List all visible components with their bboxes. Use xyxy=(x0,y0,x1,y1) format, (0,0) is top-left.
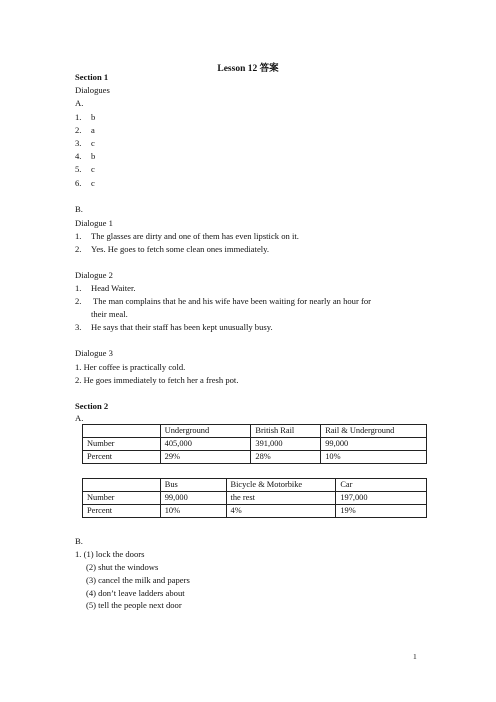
table-cell: 405,000 xyxy=(160,438,251,451)
table-cell: Number xyxy=(83,438,161,451)
table-cell: 99,000 xyxy=(321,438,427,451)
table-cell: the rest xyxy=(226,492,336,505)
table-cell: Underground xyxy=(160,425,251,438)
page-number: 1 xyxy=(413,652,417,661)
section1-heading: Section 1 xyxy=(75,72,109,82)
section2-heading: Section 2 xyxy=(75,401,109,411)
table-cell: 10% xyxy=(160,505,226,518)
dialogue2-heading: Dialogue 2 xyxy=(75,270,113,280)
list-item: (3) cancel the milk and papers xyxy=(86,575,190,585)
transport-table-1 xyxy=(82,424,427,464)
page-title: Lesson 12 答案 xyxy=(217,64,279,74)
dialogue-answer: 3. He says that their staff has been kept unusually busy. xyxy=(75,322,273,332)
dialogue-answer: 2. The man complains that he and his wife have been waiting for nearly an hour for xyxy=(75,296,372,306)
list-item: (2) shut the windows xyxy=(86,562,159,572)
table-cell: 29% xyxy=(160,451,251,464)
table-cell: Bicycle & Motorbike xyxy=(226,479,336,492)
table-cell: 28% xyxy=(251,451,321,464)
dialogue-answer-continuation: their meal. xyxy=(91,309,128,319)
dialogue-answer: 1. Head Waiter. xyxy=(75,283,136,293)
answer-item: 4. b xyxy=(75,151,96,161)
answer-item: 5. c xyxy=(75,164,95,174)
dialogue1-heading: Dialogue 1 xyxy=(75,218,113,228)
table-header-row xyxy=(83,479,427,492)
table-cell xyxy=(83,479,161,492)
section2-part-b-label: B. xyxy=(75,536,83,546)
table-cell: 19% xyxy=(336,505,427,518)
dialogue3-heading: Dialogue 3 xyxy=(75,348,113,358)
answer-item: 3. c xyxy=(75,138,95,148)
table-cell: 391,000 xyxy=(251,438,321,451)
table-cell: Rail & Underground xyxy=(321,425,427,438)
part-b-label: B. xyxy=(75,204,83,214)
table-cell: 4% xyxy=(226,505,336,518)
table-cell: Number xyxy=(83,492,161,505)
section2-part-a-label: A. xyxy=(75,413,84,423)
list-item: (5) tell the people next door xyxy=(86,600,182,610)
table-row xyxy=(83,492,427,505)
table-cell: 10% xyxy=(321,451,427,464)
table-cell xyxy=(83,425,161,438)
transport-table-2 xyxy=(82,478,427,518)
answer-item: 6. c xyxy=(75,178,95,188)
table-cell: Percent xyxy=(83,451,161,464)
answer-item: 2. a xyxy=(75,125,95,135)
table-row xyxy=(83,451,427,464)
table-cell: 197,000 xyxy=(336,492,427,505)
dialogue-answer: 1. The glasses are dirty and one of them has even lipstick on it. xyxy=(75,231,299,241)
table-cell: Bus xyxy=(160,479,226,492)
table-row xyxy=(83,438,427,451)
part-a-label: A. xyxy=(75,98,84,108)
table-cell: Car xyxy=(336,479,427,492)
table-cell: 99,000 xyxy=(160,492,226,505)
list-item: (4) don’t leave ladders about xyxy=(86,588,185,598)
section1-subheading: Dialogues xyxy=(75,85,110,95)
table-cell: British Rail xyxy=(251,425,321,438)
table-cell: Percent xyxy=(83,505,161,518)
table-header-row xyxy=(83,425,427,438)
table-row xyxy=(83,505,427,518)
answer-item: 1. b xyxy=(75,112,96,122)
dialogue-answer: 2. Yes. He goes to fetch some clean ones immediately. xyxy=(75,244,270,254)
dialogue-answer: 2. He goes immediately to fetch her a fresh pot. xyxy=(75,375,239,385)
dialogue-answer: 1. Her coffee is practically cold. xyxy=(75,362,186,372)
list-item: 1. (1) lock the doors xyxy=(75,549,145,559)
